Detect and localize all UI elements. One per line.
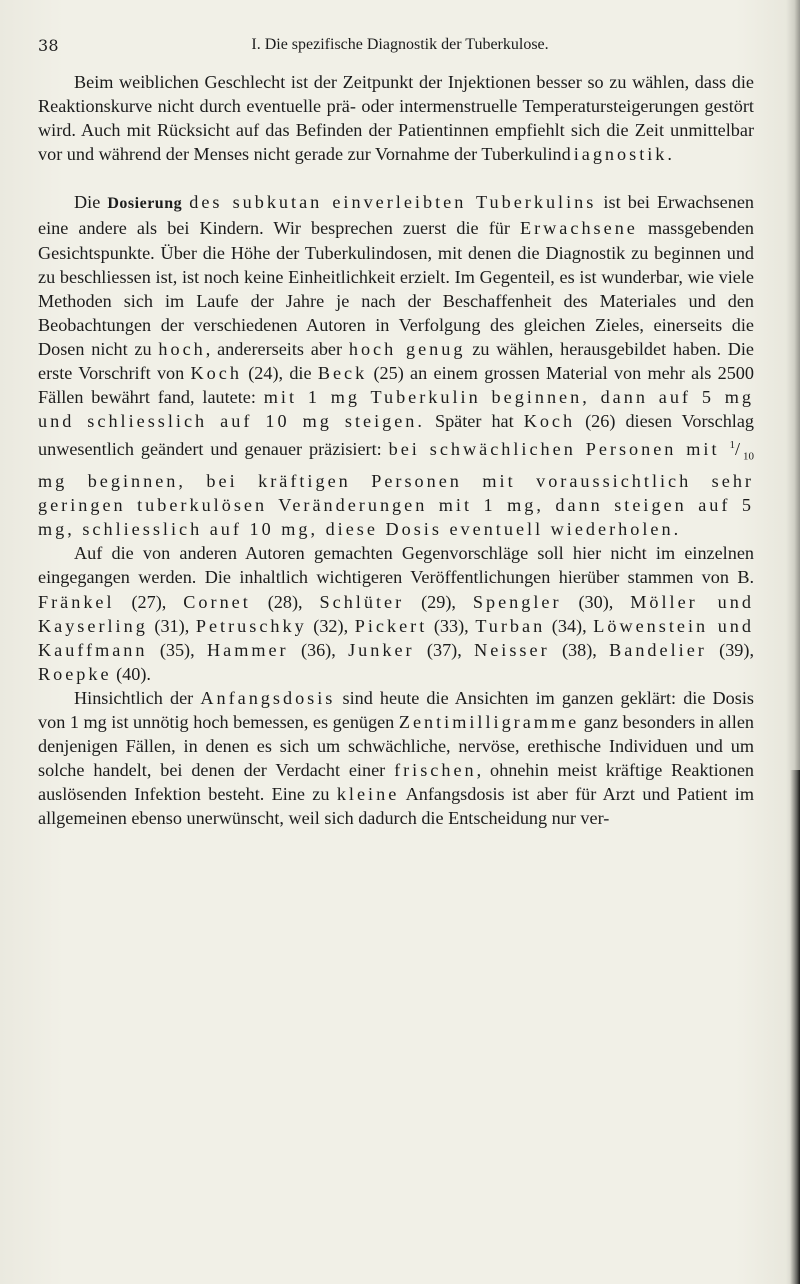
- text-run: 10: [743, 451, 754, 464]
- text-run: (28),: [250, 591, 320, 612]
- text-run: sind heute die Ansichten im ganzen geklärt: die Dosis von 1 mg ist unnötig hoch bemessen, es genügen: [38, 687, 754, 733]
- spaced-emphasis: kleine: [336, 784, 400, 805]
- spaced-emphasis: Schlüter: [319, 591, 405, 612]
- body-text: [38, 70, 754, 831]
- page-edge-dark: [790, 770, 800, 1284]
- spaced-emphasis: diagnostik: [561, 144, 668, 165]
- text-run: (36),: [288, 639, 349, 660]
- spaced-emphasis: Petruschky: [195, 615, 307, 636]
- spaced-emphasis: Zentimilligramme: [398, 712, 580, 733]
- text-run: (31),: [147, 615, 196, 636]
- text-run: ist bei Erwachsenen eine andere als bei Kindern. Wir besprechen zuerst die für: [38, 192, 755, 239]
- spaced-emphasis: Fränkel: [38, 591, 115, 612]
- spaced-emphasis: Roepke: [38, 663, 112, 684]
- paragraph: [38, 686, 754, 831]
- text-run: Auf die von anderen Autoren gemachten Gegenvorschläge soll hier nicht im einzelnen eingegangen werden. Die inhaltlich wichtigeren Veröffentlichungen hierüber stammen von B.: [38, 543, 754, 588]
- spaced-emphasis: Erwachsene: [520, 218, 638, 239]
- text-run: (26) diesen Vorschlag unwesentlich geändert und genauer präzisiert:: [38, 411, 755, 460]
- text-run: ganz besonders in allen denjenigen Fällen, in denen es sich um schwächliche, nervöse, erethische Individuen und um solche handelt, bei denen der Verdacht einer: [38, 712, 755, 781]
- spaced-emphasis: Bandelier: [609, 639, 707, 660]
- page-number: 38: [38, 36, 59, 55]
- spaced-emphasis: Junker: [348, 639, 415, 660]
- running-title: I. Die spezifische Diagnostik der Tuberkulose.: [251, 36, 549, 53]
- spaced-emphasis: Spengler: [472, 591, 562, 612]
- text-run: (35),: [147, 639, 207, 660]
- text-run: (24), die: [241, 363, 318, 384]
- text-run: , andererseits aber: [205, 338, 349, 359]
- text-run: Anfangsdosis ist aber für Arzt und Patient im allgemeinen ebenso unerwünscht, weil sich dadurch die Entscheidung nur ver-: [38, 784, 755, 829]
- spaced-emphasis: frischen: [394, 760, 477, 781]
- text-run: (38),: [549, 639, 610, 660]
- text-run: Beim weiblichen Geschlecht ist der Zeitpunkt der Injektionen besser so zu wählen, dass die Reaktionskurve nicht durch eventuelle prä- oder intermenstruelle Temperatursteigerungen gestört wird. Auch mit Rücksicht auf das Befinden der Patientinnen empfiehlt sich die Zeit unmittelbar vor und während der Menses nicht gerade zur Vornahme der Tuberkulin: [38, 72, 754, 165]
- text-run: Hinsichtlich der: [74, 687, 201, 708]
- spaced-emphasis: mg beginnen, bei kräftigen Personen mit voraussichtlich sehr geringen tuberkulösen Veränderungen mit 1 mg, dann steigen auf 5 mg, schliesslich auf 10 mg, diese Dosis eventuell wiederholen.: [38, 471, 754, 540]
- paragraph: [38, 541, 754, 686]
- spaced-emphasis: Pickert: [354, 615, 428, 636]
- spaced-emphasis: Neisser: [474, 639, 550, 660]
- text-run: (29),: [404, 591, 473, 612]
- spaced-emphasis: mit 1 mg Tuberkulin beginnen, dann auf 5 mg und schliesslich auf 10 mg steigen.: [38, 387, 754, 432]
- text-run: (37),: [414, 639, 475, 660]
- text-run: (40).: [111, 663, 151, 684]
- text-run: (33),: [427, 615, 476, 636]
- spaced-emphasis: hoch: [158, 338, 206, 359]
- spaced-emphasis: Koch: [190, 363, 242, 384]
- text-run: Die: [74, 192, 108, 213]
- paragraph: [38, 70, 754, 166]
- text-run: massgebenden Gesichtspunkte. Über die Höhe der Tuberkulindosen, mit denen die Diagnostik zu beginnen und zu beschliessen ist, ist noch keine Einheitlichkeit erzielt. Im Gegenteil, es ist wunderbar, wie viele Methoden sich im Laufe der Jahre je nach der Beschaffenheit des Materiales und den Beobachtungen der verschiedenen Autoren in Verfolgung des gleichen Zieles, einerseits die Dosen nicht zu: [38, 218, 755, 359]
- spaced-emphasis: Anfangsdosis: [200, 687, 336, 708]
- spaced-emphasis: Löwenstein und Kauffmann: [38, 615, 754, 660]
- spaced-emphasis: des subkutan einverleibten Tuberkulins: [189, 192, 597, 213]
- spaced-emphasis: Möller und Kayserling: [38, 591, 754, 636]
- text-run: (30),: [561, 591, 631, 612]
- spaced-emphasis: hoch genug: [348, 338, 466, 359]
- text-run: .: [667, 144, 672, 165]
- spaced-emphasis: /: [734, 439, 743, 460]
- spaced-emphasis: Beck: [317, 363, 368, 384]
- text-run: (27),: [114, 591, 184, 612]
- text-run: Später hat: [424, 411, 524, 432]
- text-run: zu wählen, herausgebildet haben. Die erste Vorschrift von: [38, 338, 754, 384]
- spaced-emphasis: Hammer: [206, 639, 289, 660]
- text-run: (25) an einem grossen Material von mehr als 2500 Fällen bewährt fand, lautete:: [38, 363, 754, 408]
- text-run: (32),: [306, 615, 355, 636]
- spaced-emphasis: Koch: [523, 411, 576, 432]
- spaced-emphasis: Cornet: [183, 591, 251, 612]
- bold-keyword: Dosierung: [107, 195, 183, 213]
- spaced-emphasis: Turban: [475, 615, 546, 636]
- text-run: 1: [729, 439, 735, 452]
- paragraph: [38, 190, 754, 541]
- text-run: , ohnehin meist kräftige Reaktionen auslösenden Infektion besteht. Eine zu: [38, 760, 754, 805]
- spaced-emphasis: bei schwächlichen Personen mit: [388, 439, 730, 460]
- text-run: (39),: [706, 639, 754, 660]
- text-run: (34),: [545, 615, 594, 636]
